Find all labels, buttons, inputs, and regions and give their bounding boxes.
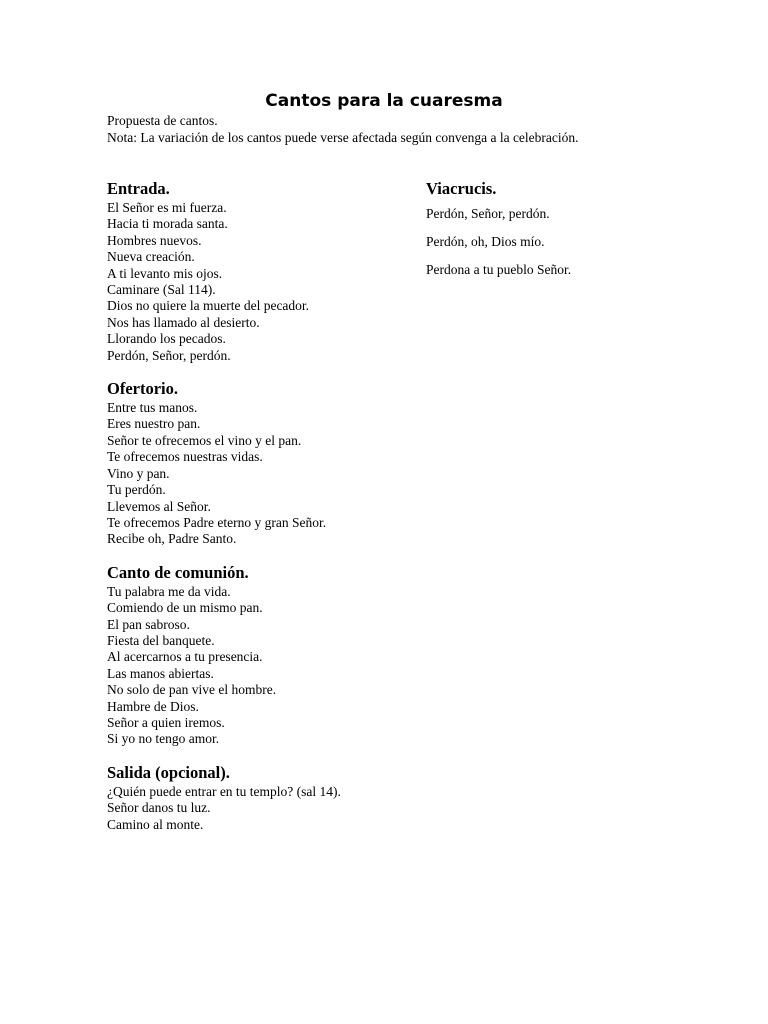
song-item: Camino al monte. — [107, 816, 204, 832]
song-list — [107, 784, 407, 833]
song-item: Hombres nuevos. — [107, 232, 202, 248]
right-column — [426, 178, 726, 290]
section-entrada — [107, 178, 407, 364]
song-item: Al acercarnos a tu presencia. — [107, 649, 263, 665]
song-item: Vino y pan. — [107, 465, 170, 481]
intro-block — [107, 112, 579, 146]
song-item: ¿Quién puede entrar en tu templo? (sal 14). — [107, 783, 341, 799]
section-heading: Salida (opcional). — [107, 762, 230, 782]
song-item: Dios no quiere la muerte del pecador. — [107, 298, 310, 314]
section-comunion — [107, 562, 407, 748]
song-item: Perdón, Señor, perdón. — [107, 347, 231, 363]
section-ofertorio — [107, 378, 407, 548]
section-heading: Ofertorio. — [107, 379, 179, 399]
section-heading: Entrada. — [107, 179, 170, 198]
intro-line: Propuesta de cantos. — [107, 113, 218, 128]
song-item: Perdona a tu pueblo Señor. — [426, 262, 572, 277]
song-item: Si yo no tengo amor. — [107, 731, 220, 747]
song-item: Perdón, oh, Dios mío. — [426, 234, 545, 249]
song-item: Perdón, Señor, perdón. — [426, 206, 550, 221]
section-salida — [107, 762, 407, 833]
song-item: Hambre de Dios. — [107, 698, 199, 714]
section-heading: Canto de comunión. — [107, 562, 249, 582]
song-list — [426, 206, 726, 278]
intro-note: Nota: La variación de los cantos puede verse afectada según convenga a la celebración. — [107, 130, 579, 145]
song-item: Entre tus manos. — [107, 400, 198, 416]
song-list — [107, 400, 407, 548]
song-item: Nos has llamado al desierto. — [107, 314, 260, 330]
song-item: Hacia ti morada santa. — [107, 216, 228, 232]
song-item: El pan sabroso. — [107, 616, 190, 632]
song-item: Señor a quien iremos. — [107, 714, 225, 730]
song-item: Te ofrecemos Padre eterno y gran Señor. — [107, 514, 327, 530]
song-list — [107, 200, 407, 364]
song-item: Comiendo de un mismo pan. — [107, 600, 263, 616]
document-title: Cantos para la cuaresma — [265, 91, 503, 111]
song-list — [107, 584, 407, 748]
song-item: Tu perdón. — [107, 482, 166, 498]
song-item: Las manos abiertas. — [107, 665, 214, 681]
song-item: Caminare (Sal 114). — [107, 282, 216, 298]
song-item: Señor te ofrecemos el vino y el pan. — [107, 432, 302, 448]
section-heading: Viacrucis. — [426, 179, 497, 198]
song-item: Recibe oh, Padre Santo. — [107, 531, 237, 547]
song-item: Eres nuestro pan. — [107, 416, 201, 432]
section-viacrucis — [426, 178, 726, 278]
song-item: Señor danos tu luz. — [107, 800, 211, 816]
song-item: A ti levanto mis ojos. — [107, 265, 223, 281]
song-item: Tu palabra me da vida. — [107, 583, 231, 599]
song-item: No solo de pan vive el hombre. — [107, 682, 277, 698]
song-item: Te ofrecemos nuestras vidas. — [107, 449, 263, 465]
song-item: Llorando los pecados. — [107, 331, 226, 347]
song-item: Fiesta del banquete. — [107, 632, 215, 648]
left-column — [107, 178, 407, 833]
song-item: El Señor es mi fuerza. — [107, 200, 227, 215]
song-item: Nueva creación. — [107, 249, 195, 265]
song-item: Llevemos al Señor. — [107, 498, 211, 514]
